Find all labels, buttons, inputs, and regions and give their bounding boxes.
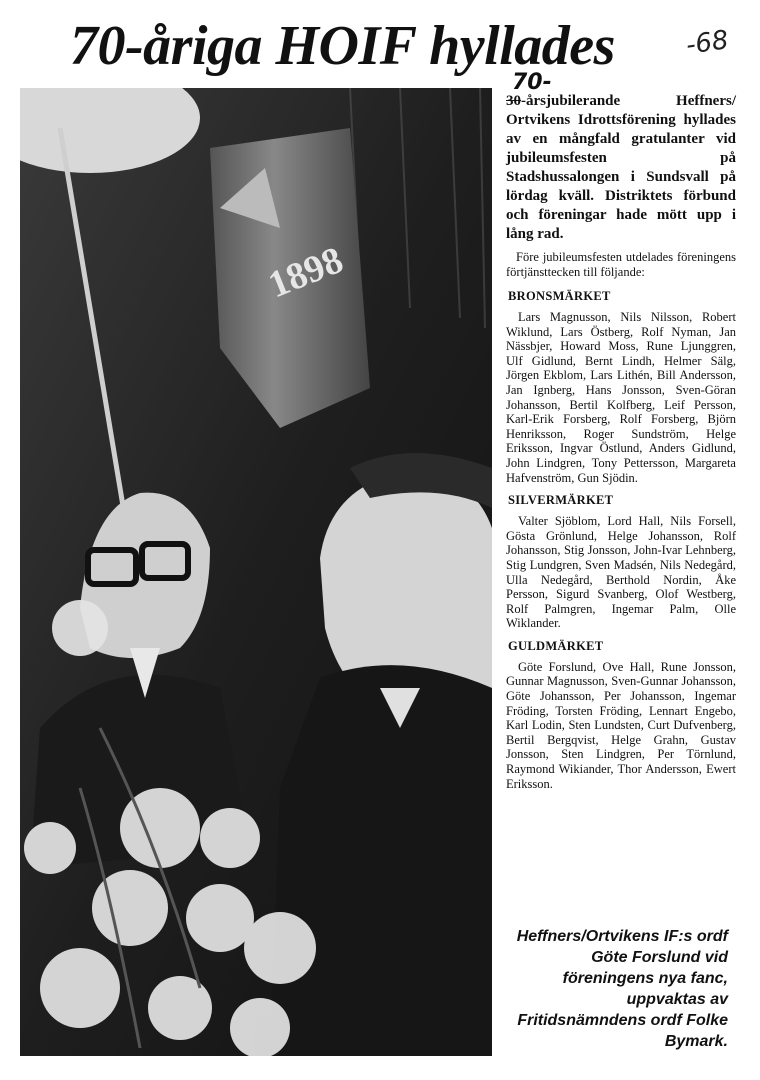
headline: 70-åriga HOIF hyllades [70, 15, 615, 77]
photo-caption: Heffners/Ortvikens IF:s ordf Göte Forslund vid föreningens nya fanc, uppvaktas av Fritidsnämndens ordf Folke Bymark. [516, 928, 728, 1050]
handwritten-year-note: -68 [684, 25, 731, 61]
names-silver: Valter Sjöblom, Lord Hall, Nils Forsell, Gösta Grönlund, Helge Johansson, Rolf Johansson, Stig Jonsson, John-Ivar Lehnberg, Stig Lundgren, Sven Madsén, Nils Nedegård, Ulla Nedegård, Berthold Nordin, Åke Persson, Sigurd Svanberg, Olof Westberg, Rolf Palmgren, Ingemar Palm, Olle Wiklander. [506, 514, 736, 631]
section-title-silver: SILVERMÄRKET [508, 493, 614, 508]
names-gold: Göte Forslund, Ove Hall, Rune Jonsson, Gunnar Magnusson, Sven-Gunnar Johansson, Göte Johansson, Per Johansson, Ingemar Fröding, Torsten Fröding, Lennart Engebo, Karl Lodin, Sten Lundsten, Curt Dufvenberg, Bertil Bergqvist, Helge Grahn, Gustav Jonsson, Sten Lindgren, Per Törnlund, Raymond Wikiander, Thor Andersson, Ewert Eriksson. [506, 659, 736, 791]
names-bronze: Lars Magnusson, Nils Nilsson, Robert Wiklund, Lars Östberg, Rolf Nyman, Jan Nässbjer, Howard Moss, Rune Ljunggren, Ulf Gidlund, Bernt Lindh, Helmer Sälg, Jörgen Ekblom, Lars Lithén, Bill Andersson, Jan Ignberg, Hans Jonsson, Sven-Göran Johansson, Bertil Kolfberg, Leif Persson, Karl-Erik Forsberg, Rolf Forsberg, Björn Henriksson, Roger Sundström, Helge Eriksson, Ingvar Östlund, Anders Gidlund, John Lindgren, Tony Pettersson, Margareta Hafvenström, Gun Sjödin. [506, 310, 736, 485]
photo-illustration [20, 88, 492, 1056]
handwritten-correction: 70- [512, 70, 552, 95]
section-title-bronze: BRONSMÄRKET [508, 289, 611, 303]
lead-text: -årsjubilerande Heffners/ Ortvikens Idrottsförening hyllades av en mångfald gratulanter vid jubileumsfesten på Stadshussalongen i Sundsvall på lördag kväll. Distriktets förbund och föreningar hade mött upp i lång rad. [506, 93, 736, 242]
lead-paragraph [506, 92, 736, 244]
intro-paragraph: Före jubileumsfesten utdelades föreningens förtjänsttecken till följande: [506, 250, 736, 279]
banner-year-text: 1898 [262, 238, 349, 307]
article-column [506, 92, 736, 797]
struck-number: 30 [506, 93, 521, 109]
news-photo [20, 88, 492, 1056]
section-title-gold: GULDMÄRKET [508, 638, 604, 653]
